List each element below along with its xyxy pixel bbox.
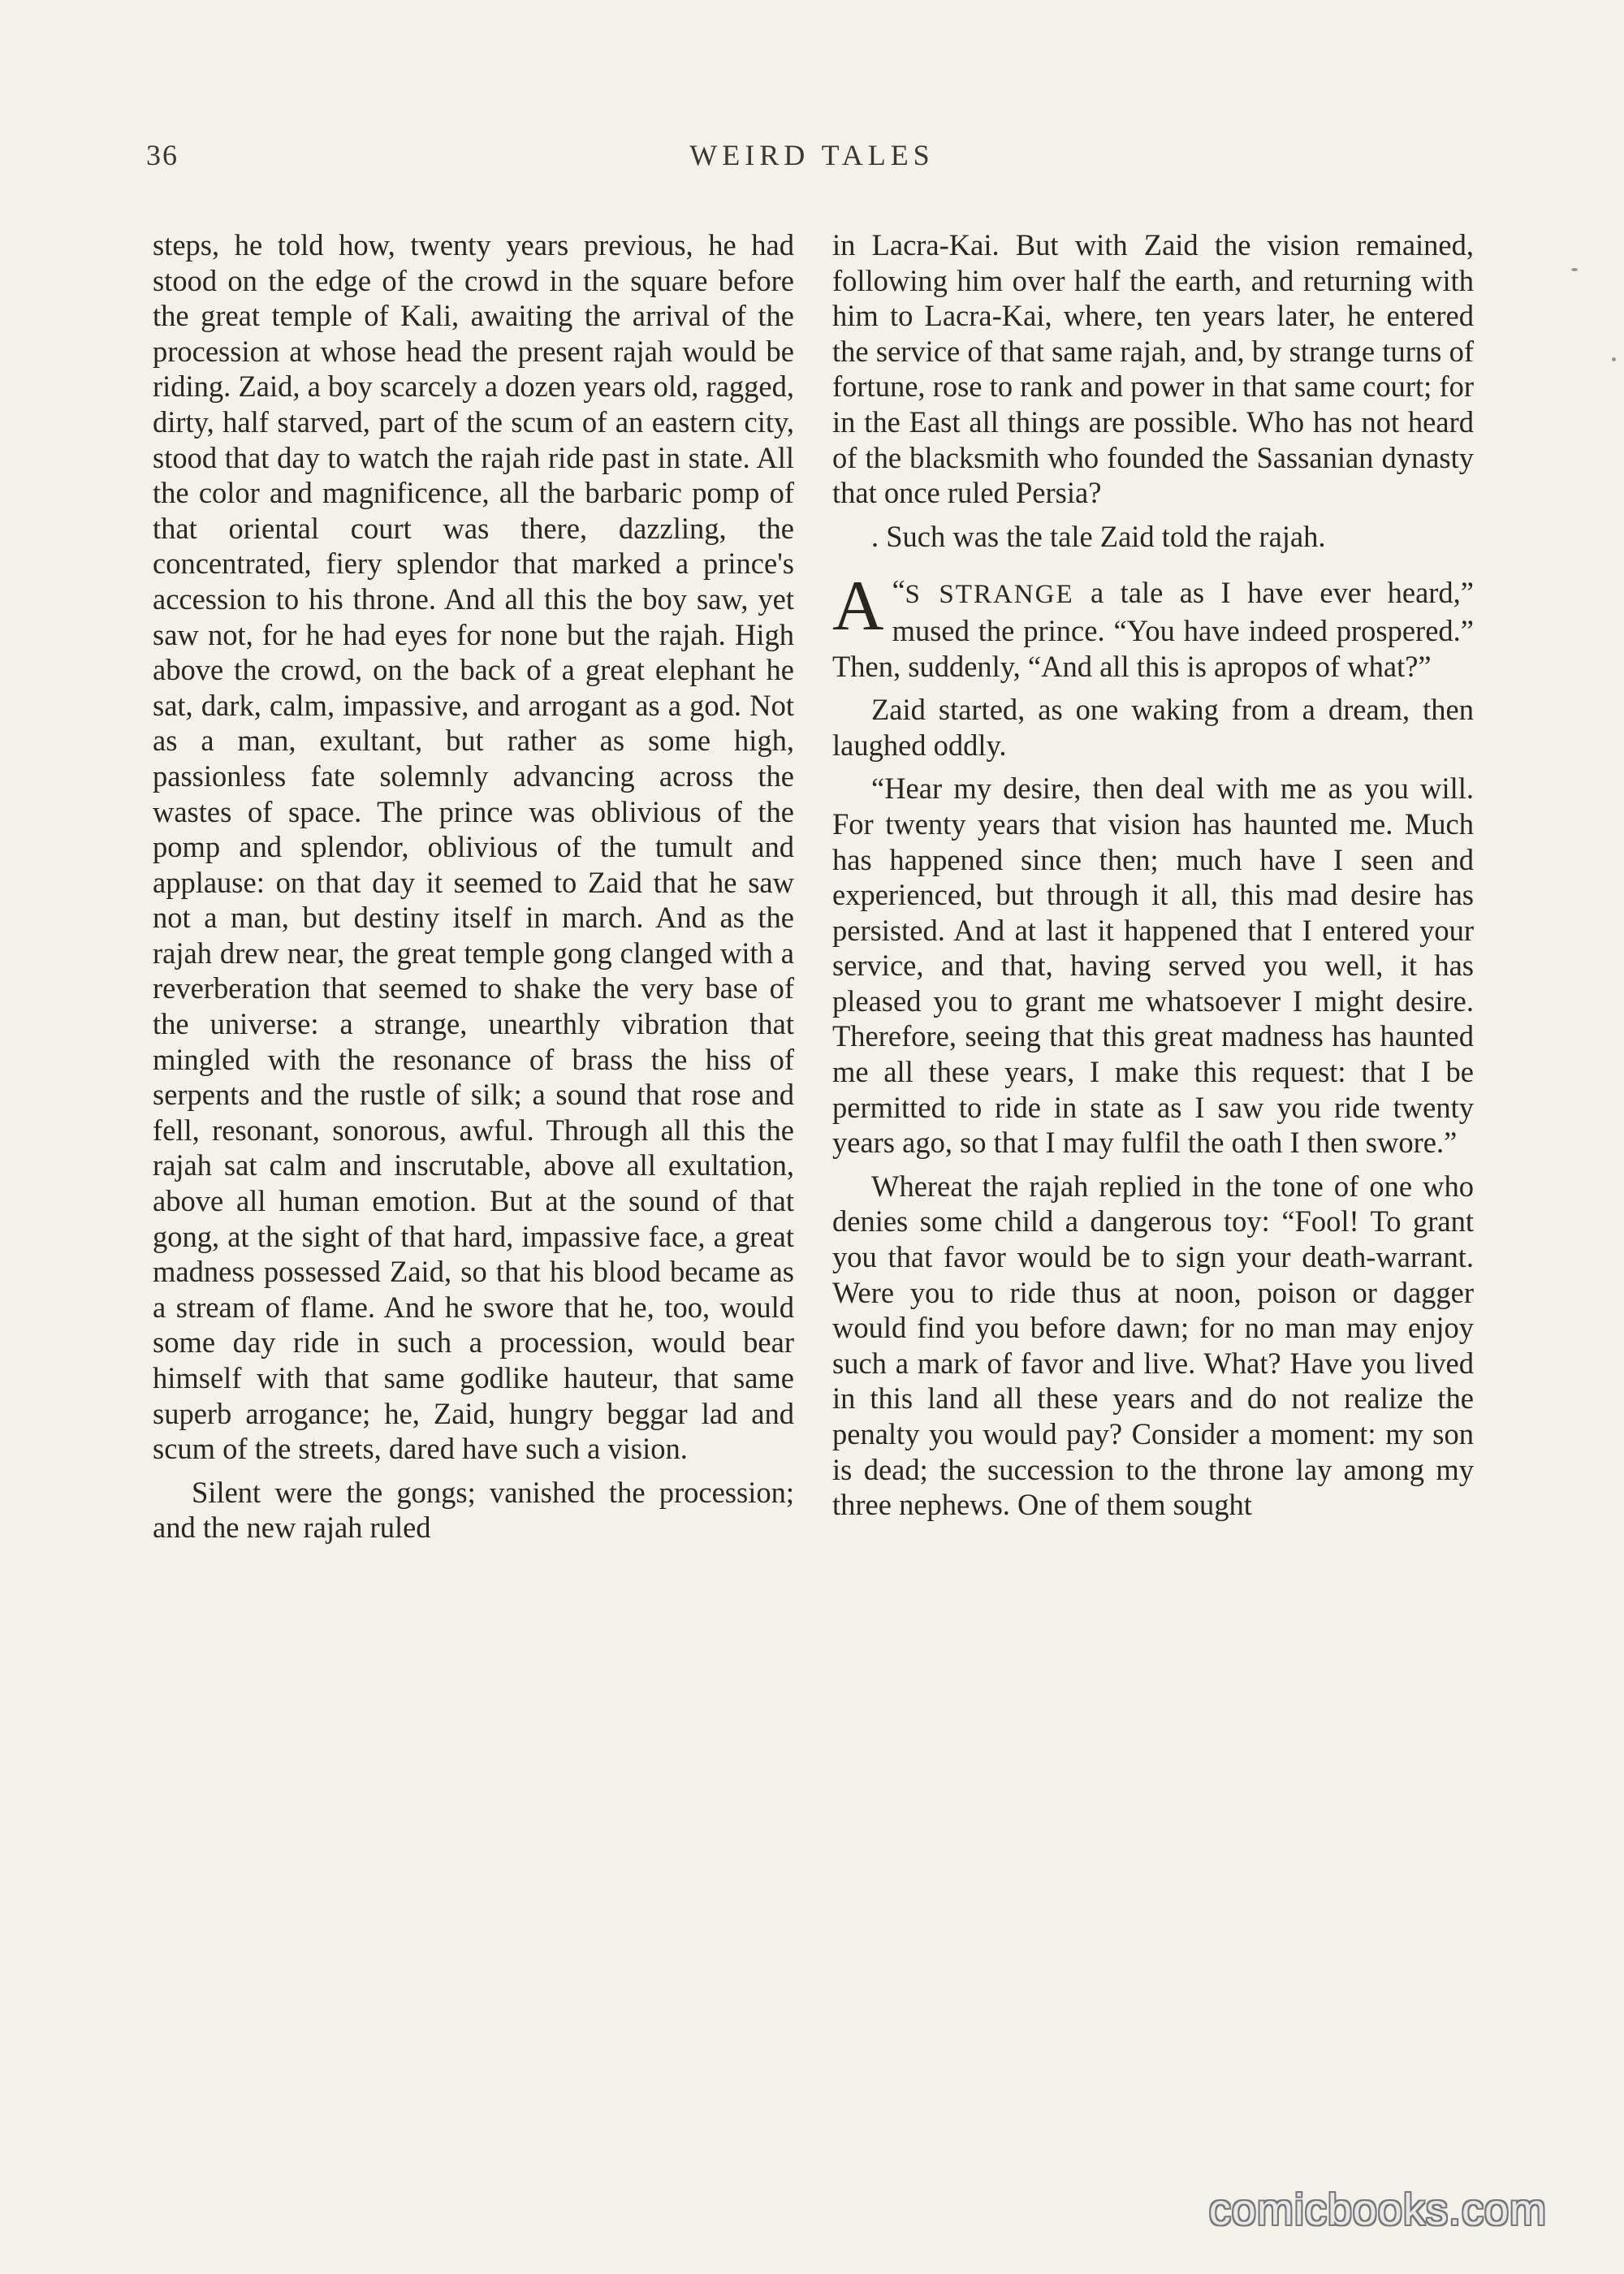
paragraph: steps, he told how, twenty years previous, he had stood on the edge of the crowd in the square before the great temple of Kali, awaiting the arrival of the procession at whose head the present rajah would be riding. Zaid, a boy scarcely a dozen years old, ragged, dirty, half starved, part of the scum of an eastern city, stood that day to watch the rajah ride past in state. All the color and magnificence, all the barbaric pomp of that oriental court was there, dazzling, the concentrated, fiery splendor that marked a prince's accession to his throne. And all this the boy saw, yet saw not, for he had eyes for none but the rajah. High above the crowd, on the back of a great elephant he sat, dark, calm, impassive, and arrogant as a god. Not as a man, exultant, but rather as some high, passionless fate solemnly advancing across the wastes of space. The prince was oblivious of the pomp and splendor, oblivious of the tumult and applause: on that day it seemed to Zaid that he saw not a man, but destiny itself in march. And as the rajah drew near, the great temple gong clanged with a reverberation that seemed to shake the very base of the universe: a strange, unearthly vibration that mingled with the resonance of brass the hiss of serpents and the rustle of silk; a sound that rose and fell, resonant, sonorous, awful. Through all this the rajah sat calm and inscrutable, above all exultation, above all human emotion. But at the sound of that gong, at the sight of that hard, impassive face, a great madness possessed Zaid, so that his blood became as a stream of flame. And he swore that he, too, would some day ride in such a procession, would bear himself with that same godlike hauteur, that same superb arrogance; he, Zaid, hungry beggar lad and scum of the streets, dared have such a vision. [153,228,794,1466]
drop-cap: A [832,567,884,646]
paragraph: Silent were the gongs; vanished the procession; and the new rajah ruled [153,1475,794,1545]
paper-speck [1571,268,1578,271]
running-head [146,138,1478,187]
paragraph: Whereat the rajah replied in the tone of one who denies some child a dangerous toy: “Fool! To grant you that favor would be to sign your death-warrant. Were you to ride thus at noon, poison or dagger would find you before dawn; for no man may enjoy such a mark of favor and live. What? Have you lived in this land all these years and do not realize the penalty you would pay? Consider a moment: my son is dead; the succession to the throne lay among my three nephews. One of them sought [832,1169,1474,1522]
small-caps-lead: S STRANGE [905,580,1074,610]
watermark: comicbooks.com [1208,2185,1547,2234]
journal-title: WEIRD TALES [689,139,935,171]
page-number: 36 [146,139,179,171]
paper-speck [1612,357,1616,361]
opening-quote-mark: “ [892,574,905,607]
paragraph: in Lacra-Kai. But with Zaid the vision remained, following him over half the earth, and returning with him to Lacra-Kai, where, ten years later, he entered the service of that same rajah, and, by strange turns of fortune, rose to rank and power in that same court; for in the East all things are possible. Who has not heard of the blacksmith who founded the Sassanian dynasty that once ruled Persia? [832,228,1474,510]
section-opening-paragraph [832,567,1474,684]
left-column [153,227,794,1554]
paragraph-text: a tale as I have ever heard,” mused the prince. “You have indeed prospered.” Then, suddenly, “And all this is apropos of what?” [832,576,1474,683]
right-column [832,227,1474,1531]
paragraph: . Such was the tale Zaid told the rajah. [871,519,1326,553]
paragraph: “Hear my desire, then deal with me as you will. For twenty years that vision has haunted me. Much has happened since then; much have I seen and experienced, but through it all, this mad desire has persisted. And at last it happened that I entered your service, and that, having served you well, it has pleased you to grant me whatsoever I might desire. Therefore, seeing that this great madness has haunted me all these years, I make this request: that I be permitted to ride in state as I saw you ride twenty years ago, so that I may fulfil the oath I then swore.” [832,772,1474,1160]
paragraph: Zaid started, as one waking from a dream, then laughed oddly. [832,693,1474,762]
